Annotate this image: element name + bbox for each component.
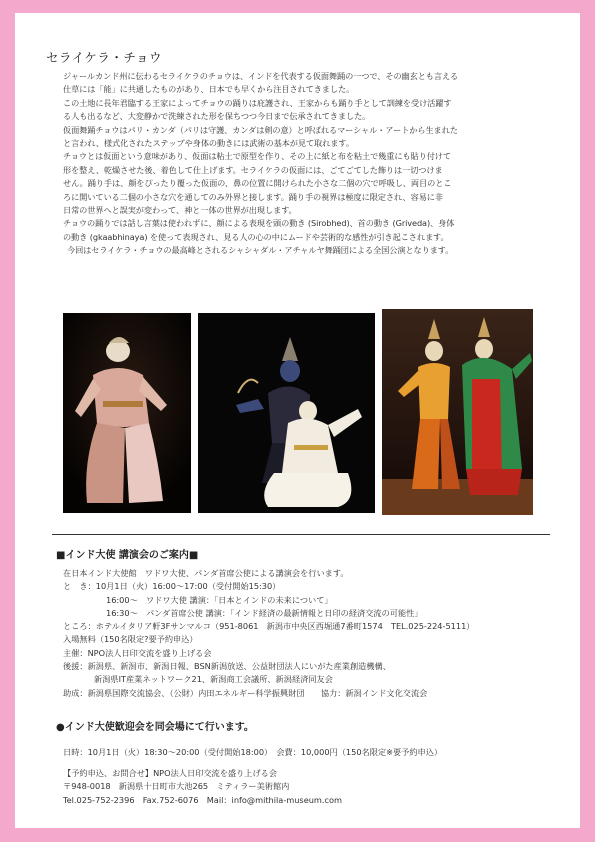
divider-line	[52, 534, 550, 535]
info-line: ところ：ホテルイタリア軒3Fサンマルコ（951-8061 新潟市中央区西堀通7番町1574 TEL.025-224-5111）	[63, 621, 475, 632]
info-line: 入場無料（150名限定?要予約申込）	[63, 634, 198, 645]
contact-line: 〒948-0018 新潟県十日町市大池265 ミティラー美術館内	[63, 781, 290, 792]
info-line: と き：10月1日（火）16:00～17:00（受付開始15:30）	[63, 581, 281, 592]
intro-line: 形を整え、乾燥させた後、着色して仕上げます。セライケラの仮面には、ごてごてした飾りは一切つけま	[63, 164, 443, 175]
reception-section-title: ●インド大使歓迎会を同会場にて行います。	[56, 722, 254, 733]
lecture-info	[63, 567, 563, 700]
contact-info	[63, 767, 563, 807]
info-line: 助成：新潟県国際交流協会、（公財）内田エネルギー科学振興財団 協力：新潟インド文化交流会	[63, 687, 428, 698]
info-line: 16:00～ ワドワ大使 講演：「日本とインドの未来について」	[106, 594, 333, 605]
info-line: 主催：NPO法人日印交流を盛り上げる会	[63, 647, 212, 658]
intro-line: の動き (gkaabhinaya) を使って表現され、見る人の心の中にムードや芸術的な感性が引き起こされます。	[63, 231, 449, 242]
contact-line: 【予約申込、お問合せ】NPO法人日印交流を盛り上げる会	[63, 768, 278, 778]
info-line: 新潟県IT産業ネットワーク21、新潟商工会議所、新潟経済同友会	[94, 674, 333, 685]
dancer-photo-2	[198, 313, 375, 513]
intro-line: チョウの踊りでは話し言葉は使われずに、顔による表現を頭の動き (Sirobhed)、首の動き (Griveda)、身体	[63, 218, 455, 229]
dancer-photo-3	[382, 309, 533, 515]
intro-text	[63, 70, 541, 258]
page-title: セライケラ・チョウ	[46, 50, 163, 65]
contact-line: Tel.025-752-2396 Fax.752-6076 Mail：info@mithila-museum.com	[63, 794, 342, 805]
info-line: 16:30～ パンダ首席公使 講演：「インド経済の最新情報と日印の経済交流の可能性」	[106, 607, 423, 618]
info-line: 在日本インド大使館 ワドワ大使、パンダ首席公使による講演会を行います。	[63, 568, 349, 578]
intro-line: 仕草には「能」に共通したものがあり、日本でも早くから注目されてきました。	[63, 84, 355, 95]
intro-line: ジャールカンド州に伝わるセライケラのチョウは、インドを代表する仮面舞踊の一つで、その幽玄とも言える	[63, 71, 459, 81]
intro-line: 日常の世界へと誤実が変わって、神と一体の世界が出現します。	[63, 205, 297, 216]
intro-line: せん。踊り手は、顔をぴったり覆った仮面の、鼻の位置に開けられた小さな二個の穴で呼吸し、両目のとこ	[63, 178, 452, 189]
intro-line: 今回はセライケラ・チョウの最高峰とされるシャシャダル・アチャルヤ舞踊団による全国公演となります。	[67, 245, 454, 256]
intro-line: ろに開いている二個の小さな穴を通してのみ外界と接します。踊り手の視界は極度に限定され、容易に非	[63, 191, 443, 202]
intro-line: 仮面舞踊チョウはパリ・カンダ（パリは守護、カンダは剣の意）と呼ばれるマーシャル・アートから生まれた	[63, 124, 458, 135]
intro-line: る人も出るなど、大変静かで洗練された形を保ちつつ今日まで伝承されてきました。	[63, 111, 371, 122]
flyer-page	[15, 13, 580, 828]
info-line: 後援：新潟県、新潟市、新潟日報、BSN新潟放送、公益財団法人にいがた産業創造機構、	[63, 661, 391, 672]
reception-info: 日時：10月1日（火）18:30～20:00（受付開始18:00） 会費：10,000円（150名限定※要予約申込）	[63, 747, 443, 757]
dancer-photo-1	[63, 313, 191, 513]
intro-line: この土地に長年君臨する王家によってチョウの踊りは庇護され、王家からも踊り手として訓練を受け活躍す	[63, 97, 452, 108]
intro-line: と言われ、様式化されたステップや身体の動きには武術の基本が見て取れます。	[63, 138, 354, 149]
intro-line: チョウとは仮面という意味があり、仮面は粘土で原型を作り、その上に紙と布を粘土で幾重にも貼り付けて	[63, 151, 451, 162]
lecture-section-title: ■インド大使 講演会のご案内■	[56, 550, 199, 561]
